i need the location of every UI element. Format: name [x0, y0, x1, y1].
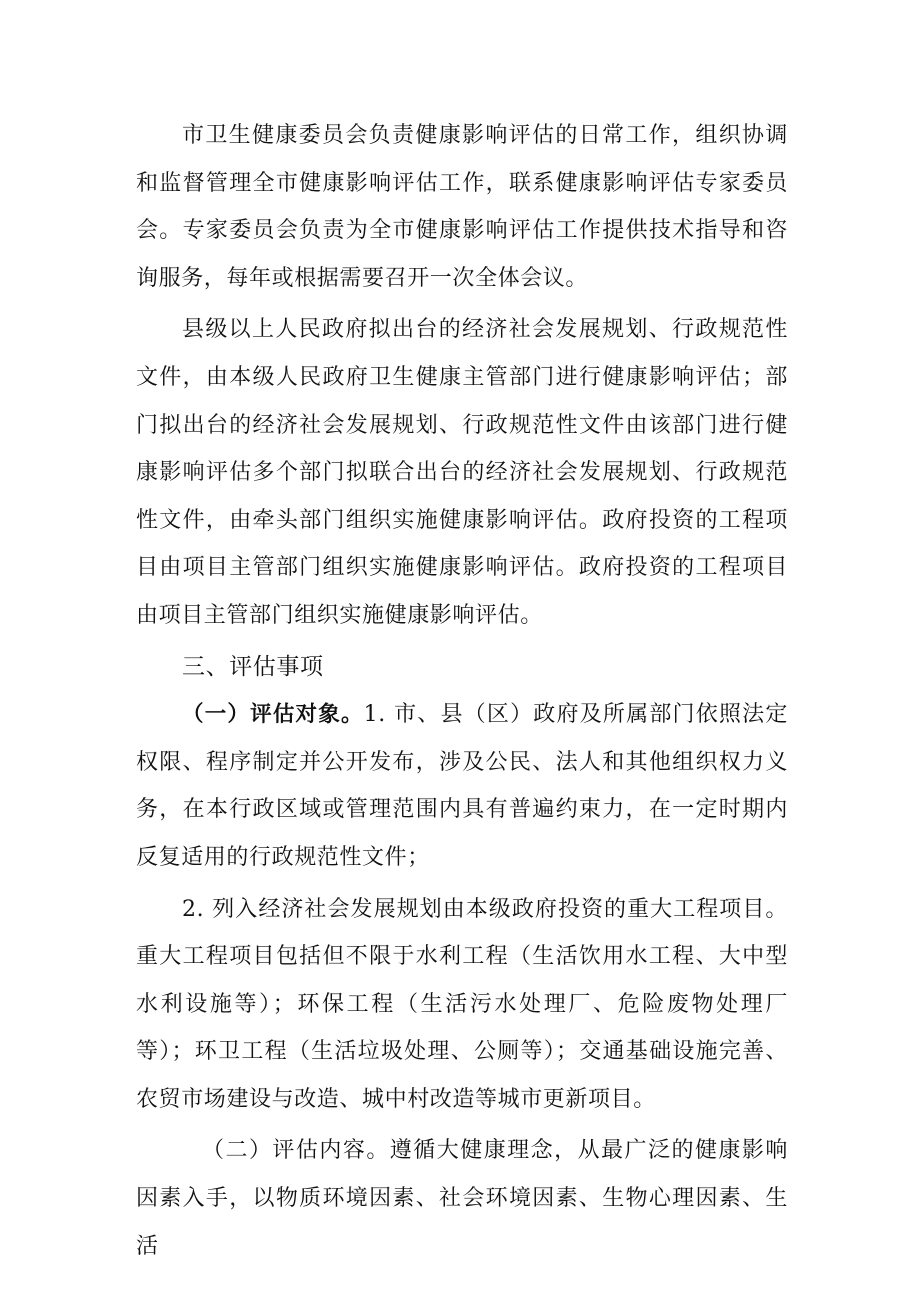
paragraph-responsibility: 市卫生健康委员会负责健康影响评估的日常工作，组织协调和监督管理全市健康影响评估工作，联系健康影响评估专家委员会。专家委员会负责为全市健康影响评估工作提供技术指导和咨询服务，每年或根据需要召开一次全体会议。 [136, 123, 788, 291]
paragraph-assessment-content: （二）评估内容。遵循大健康理念，从最广泛的健康影响因素入手，以物质环境因素、社会环境因素、生物心理因素、生活 [136, 1138, 788, 1259]
item-label-assessment-object: （一）评估对象。 [182, 702, 364, 728]
section-heading: 三、评估事项 [182, 653, 324, 680]
item-text-assessment-object: 1. 市、县（区）政府及所属部门依照法定权限、程序制定并公开发布，涉及公民、法人和其他组织权力义务，在本行政区域或管理范围内具有普遍约束力，在一定时期内反复适用的行政规范性文件； [136, 702, 788, 870]
paragraph-assessment-object [136, 691, 788, 881]
document-body [136, 112, 788, 1274]
paragraph-assessment-scope: 县级以上人民政府拟出台的经济社会发展规划、行政规范性文件，由本级人民政府卫生健康主管部门进行健康影响评估；部门拟出台的经济社会发展规划、行政规范性文件由该部门进行健康影响评估多个部门拟联合出台的经济社会发展规划、行政规范性文件，由牵头部门组织实施健康影响评估。政府投资的工程项目由项目主管部门组织实施健康影响评估。政府投资的工程项目由项目主管部门组织实施健康影响评估。 [136, 317, 788, 628]
paragraph-major-projects: 2. 列入经济社会发展规划由本级政府投资的重大工程项目。重大工程项目包括但不限于水利工程（生活饮用水工程、大中型水利设施等）；环保工程（生活污水处理厂、危险废物处理厂等）；环卫工程（生活垃圾处理、公厕等）；交通基础设施完善、农贸市场建设与改造、城中村改造等城市更新项目。 [136, 896, 788, 1112]
